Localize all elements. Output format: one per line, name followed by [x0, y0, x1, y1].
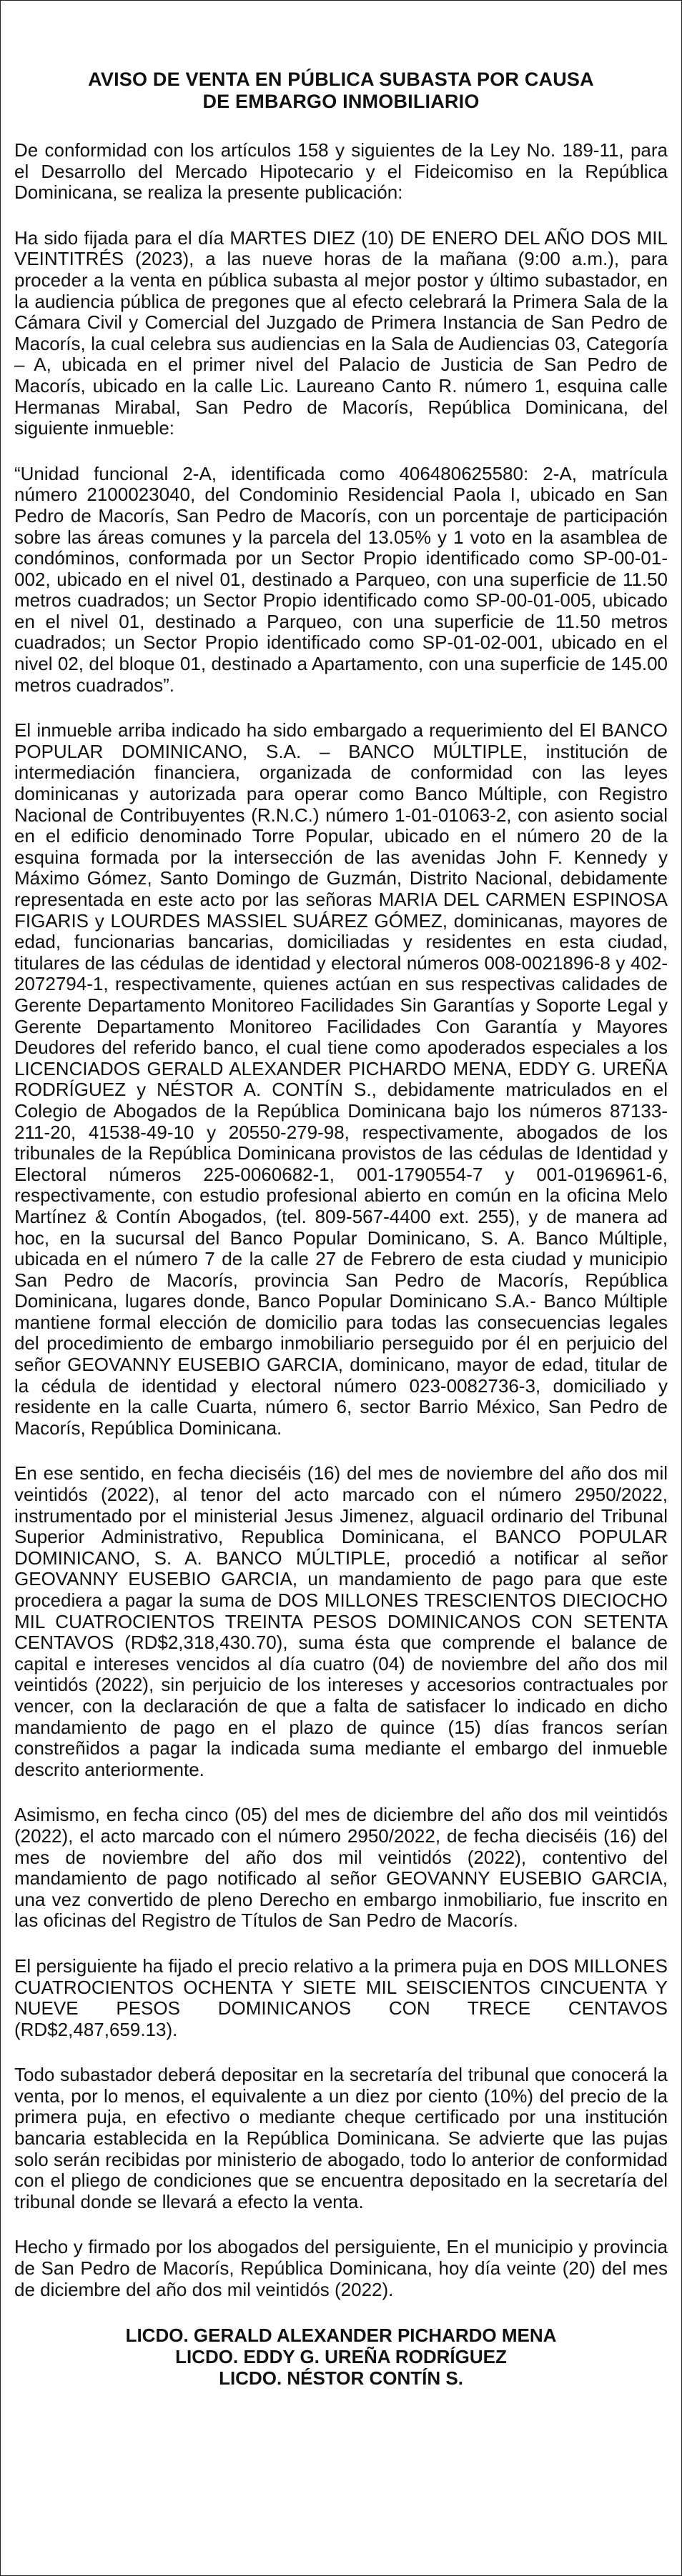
intro-paragraph: De conformidad con los artículos 158 y siguientes de la Ley No. 189-11, para el Desarrollo del Mercado Hipotecario y el Fideicomiso en la República Dominicana, se realiza la presente publicación: — [14, 139, 668, 204]
signature-line: LICDO. EDDY G. UREÑA RODRÍGUEZ — [175, 2346, 507, 2368]
notice-title — [14, 69, 668, 113]
signing-paragraph: Hecho y firmado por los abogados del persiguiente, En el municipio y provincia de San Pedro de Macorís, República Dominicana, hoy día veinte (20) del mes de diciembre del año dos mil veintidós (2022). — [14, 2236, 668, 2300]
signature-line: LICDO. GERALD ALEXANDER PICHARDO MENA — [125, 2325, 557, 2347]
payment-order-paragraph: En ese sentido, en fecha dieciséis (16) del mes de noviembre del año dos mil veintidós (2022), al tenor del acto marcado con el número 2950/2022, instrumentado por el ministerial Jesus Jimenez, alguacil ordinario del Tribunal Superior Administrativo, Republica Dominicana, el BANCO POPULAR DOMINICANO, S. A. BANCO MÚLTIPLE, procedió a notificar al señor GEOVANNY EUSEBIO GARCIA, un mandamiento de pago para que este procediera a pagar la suma de DOS MILLONES TRESCIENTOS DIECIOCHO MIL CUATROCIENTOS TREINTA PESOS DOMINICANOS CON SETENTA CENTAVOS (RD$2,318,430.70), suma ésta que comprende el balance de capital e intereses vencidos al día cuatro (04) de noviembre del año dos mil veintidós (2022), sin perjuicio de los intereses y accesorios contractuales por vencer, con la declaración de que a falta de satisfacer lo indicado en dicho mandamiento de pago en el plazo de quince (15) días francos serían constreñidos a pagar la indicada suma mediante el embargo del inmueble descrito anteriormente. — [14, 1462, 668, 1780]
notice-title-line-2: DE EMBARGO INMOBILIARIO — [202, 91, 480, 112]
notice-title-line-1: AVISO DE VENTA EN PÚBLICA SUBASTA POR CAUSA — [88, 69, 594, 90]
auction-date-paragraph: Ha sido fijada para el día MARTES DIEZ (10) DE ENERO DEL AÑO DOS MIL VEINTITRÉS (2023), a las nueve horas de la mañana (9:00 a.m.), para proceder a la venta en pública subasta al mejor postor y último subastador, en la audiencia pública de pregones que al efecto celebrará la Primera Sala de la Cámara Civil y Comercial del Juzgado de Primera Instancia de San Pedro de Macorís, la cual celebra sus audiencias en la Sala de Audiencias 03, Categoría – A, ubicada en el primer nivel del Palacio de Justicia de San Pedro de Macorís, ubicado en la calle Lic. Laureano Canto R. número 1, esquina calle Hermanas Mirabal, San Pedro de Macorís, República Dominicana, del siguiente inmueble: — [14, 226, 668, 439]
property-description-paragraph: “Unidad funcional 2-A, identificada como 406480625580: 2-A, matrícula número 2100023040, del Condominio Residencial Paola I, ubicado en San Pedro de Macorís, San Pedro de Macorís, con un porcentaje de participación sobre las áreas comunes y la parcela del 13.05% y 1 voto en la asamblea de condóminos, conformada por un Sector Propio identificado como SP-00-01-002, ubicado en el nivel 01, destinado a Parqueo, con una superficie de 11.50 metros cuadrados; un Sector Propio identificado como SP-00-01-005, ubicado en el nivel 01, destinado a Parqueo, con una superficie de 11.50 metros cuadrados; un Sector Propio identificado como SP-01-02-001, ubicado en el nivel 02, del bloque 01, destinado a Apartamento, con una superficie de 145.00 metros cuadrados”. — [14, 462, 668, 696]
signature-block — [14, 2325, 668, 2389]
creditor-details-paragraph: El inmueble arriba indicado ha sido embargado a requerimiento del El BANCO POPULAR DOMINICANO, S.A. – BANCO MÚLTIPLE, institución de intermediación financiera, organizada de conformidad con las leyes dominicanas y autorizada para operar como Banco Múltiple, con Registro Nacional de Contribuyentes (R.N.C.) número 1-01-01063-2, con asiento social en el edificio denominado Torre Popular, ubicado en el número 20 de la esquina formada por la intersección de las avenidas John F. Kennedy y Máximo Gómez, Santo Domingo de Guzmán, Distrito Nacional, debidamente representada en este acto por las señoras MARIA DEL CARMEN ESPINOSA FIGARIS y LOURDES MASSIEL SUÁREZ GÓMEZ, dominicanas, mayores de edad, funcionarias bancarias, domiciliadas y residentes en esta ciudad, titulares de las cédulas de identidad y electoral números 008-0021896-8 y 402-2072794-1, respectivamente, quienes actúan en sus respectivas calidades de Gerente Departamento Monitoreo Facilidades Sin Garantías y Soporte Legal y Gerente Departamento Monitoreo Facilidades Con Garantía y Mayores Deudores del referido banco, el cual tiene como apoderados especiales a los LICENCIADOS GERALD ALEXANDER PICHARDO MENA, EDDY G. UREÑA RODRÍGUEZ y NÉSTOR A. CONTÍN S., debidamente matriculados en el Colegio de Abogados de la República Dominicana bajo los números 87133-211-20, 41538-49-10 y 20550-279-98, respectivamente, abogados de los tribunales de la República Dominicana provistos de las cédulas de Identidad y Electoral números 225-0060682-1, 001-1790554-7 y 001-0196961-6, respectivamente, con estudio profesional abierto en común en la oficina Melo Martínez & Contín Abogados, (tel. 809-567-4400 ext. 255), y de manera ad hoc, en la sucursal del Banco Popular Dominicano, S. A. Banco Múltiple, ubicada en el número 7 de la calle 27 de Febrero de esta ciudad y municipio San Pedro de Macorís, provincia San Pedro de Macorís, República Dominicana, lugares donde, Banco Popular Dominicano S.A.- Banco Múltiple mantiene formal elección de domicilio para todas las consecuencias legales del procedimiento de embargo inmobiliario perseguido por él en perjuicio del señor GEOVANNY EUSEBIO GARCIA, dominicano, mayor de edad, titular de la cédula de identidad y electoral número 023-0082736-3, domiciliado y residente en la calle Cuarta, número 6, sector Barrio México, San Pedro de Macorís, República Dominicana. — [14, 719, 668, 1439]
first-bid-price-paragraph: El persiguiente ha fijado el precio relativo a la primera puja en DOS MILLONES CUATROCIENTOS OCHENTA Y SIETE MIL SEISCIENTOS CINCUENTA Y NUEVE PESOS DOMINICANOS CON TRECE CENTAVOS (RD$2,487,659.13). — [14, 1955, 668, 2040]
registry-paragraph: Asimismo, en fecha cinco (05) del mes de diciembre del año dos mil veintidós (2022), el acto marcado con el número 2950/2022, de fecha dieciséis (16) del mes de noviembre del año dos mil veintidós (2022), contentivo del mandamiento de pago notificado al señor GEOVANNY EUSEBIO GARCIA, una vez convertido de pleno Derecho en embargo inmobiliario, fue inscrito en las oficinas del Registro de Títulos de San Pedro de Macorís. — [14, 1804, 668, 1932]
deposit-conditions-paragraph: Todo subastador deberá depositar en la secretaría del tribunal que conocerá la venta, por lo menos, el equivalente a un diez por ciento (10%) del precio de la primera puja, en efectivo o mediante cheque certificado por una institución bancaria establecida en la República Dominicana. Se advierte que las pujas solo serán recibidas por ministerio de abogado, todo lo anterior de conformidad con el pliego de condiciones que se encuentra depositado en la secretaría del tribunal donde se llevará a efecto la venta. — [14, 2064, 668, 2212]
legal-notice — [14, 69, 668, 2389]
signature-line: LICDO. NÉSTOR CONTÍN S. — [219, 2367, 463, 2390]
